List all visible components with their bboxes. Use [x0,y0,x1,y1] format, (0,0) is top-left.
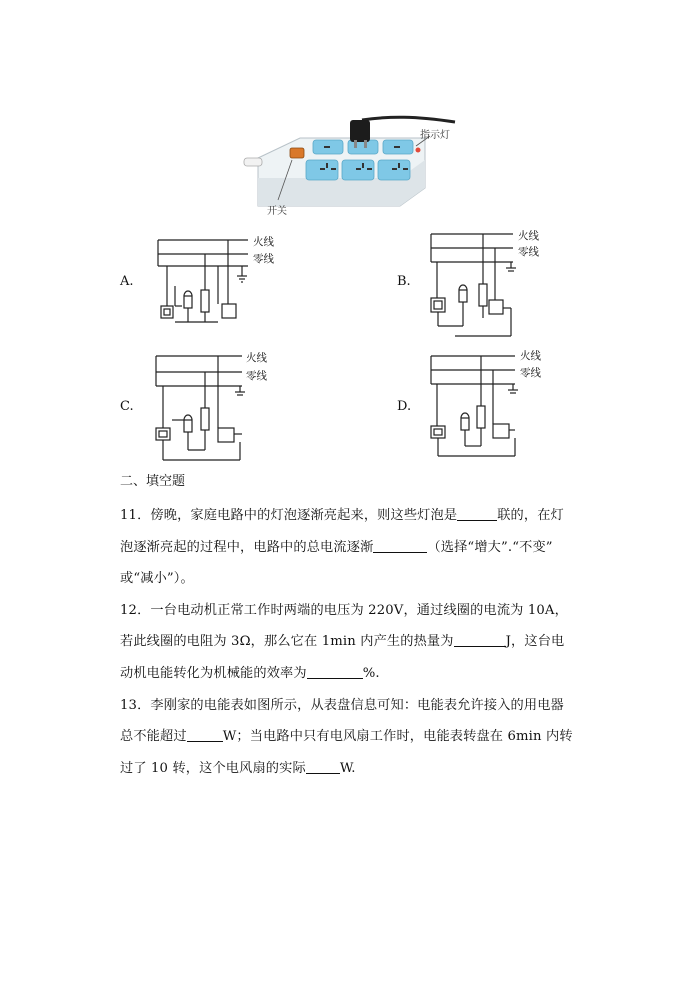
q13-text-3a: 过了 10 转，这个电风扇的实际 [120,761,306,776]
q13-line1: 13．李刚家的电能表如图所示，从表盘信息可知：电能表允许接入的用电器 [120,698,564,713]
circuit-c-live-label: 火线 [246,352,267,364]
q11-line3: 或“减小”）。 [120,571,194,586]
q12-blank-2[interactable] [307,664,363,679]
q11-text-1b: 联的，在灯 [497,508,564,523]
option-a-letter[interactable]: A. [120,274,134,289]
circuit-b-neutral-label: 零线 [518,246,539,258]
option-c-letter[interactable]: C. [120,399,134,414]
circuit-b-live-label: 火线 [518,230,539,242]
circuit-d[interactable] [425,350,525,465]
section-title: 二、填空题 [120,474,186,489]
circuit-a-neutral-label: 零线 [253,253,274,265]
circuit-a-live-label: 火线 [253,236,274,248]
circuit-a[interactable] [150,232,260,332]
q11-text-2a: 泡逐渐亮起的过程中，电路中的总电流逐渐 [120,540,374,555]
q13-text-2a: 总不能超过 [120,729,187,744]
q13-text-3b: W. [339,761,356,776]
q12-text-3a: 动机电能转化为机械能的效率为 [120,666,307,681]
switch-label: 开关 [267,206,287,217]
circuit-b[interactable] [425,228,525,340]
q12-blank-1[interactable] [454,632,506,647]
q12-line2 [120,630,564,649]
q13-line2 [120,725,573,744]
q12-text-2b: J，这台电 [505,634,565,649]
circuit-d-neutral-label: 零线 [520,367,541,379]
q12-line3 [120,662,380,681]
q13-blank-1[interactable] [187,727,223,742]
q12-text-3b: %. [362,666,380,681]
q11-blank-1[interactable] [457,506,497,521]
option-d-letter[interactable]: D. [397,399,412,414]
q12-line1: 12．一台电动机正常工作时两端的电压为 220V，通过线圈的电流为 10A， [120,603,568,618]
circuit-c[interactable] [150,350,260,465]
indicator-label: 指示灯 [420,130,450,141]
option-b-letter[interactable]: B. [397,274,411,289]
q13-text-2b: W；当电路中只有电风扇工作时，电能表转盘在 6min 内转 [222,729,573,744]
q11-text-2b: （选择“增大”.“不变” [427,540,553,555]
q11-blank-2[interactable] [373,538,427,553]
q11-line1 [120,504,564,523]
q11-line2 [120,536,553,555]
q12-text-2a: 若此线圈的电阻为 3Ω，那么它在 1min 内产生的热量为 [120,634,454,649]
circuit-d-live-label: 火线 [520,350,541,362]
q13-line3 [120,757,356,776]
circuit-c-neutral-label: 零线 [246,370,267,382]
q11-text-1a: 11．傍晚，家庭电路中的灯泡逐渐亮起来，则这些灯泡是 [120,508,458,523]
q13-blank-2[interactable] [306,759,340,774]
